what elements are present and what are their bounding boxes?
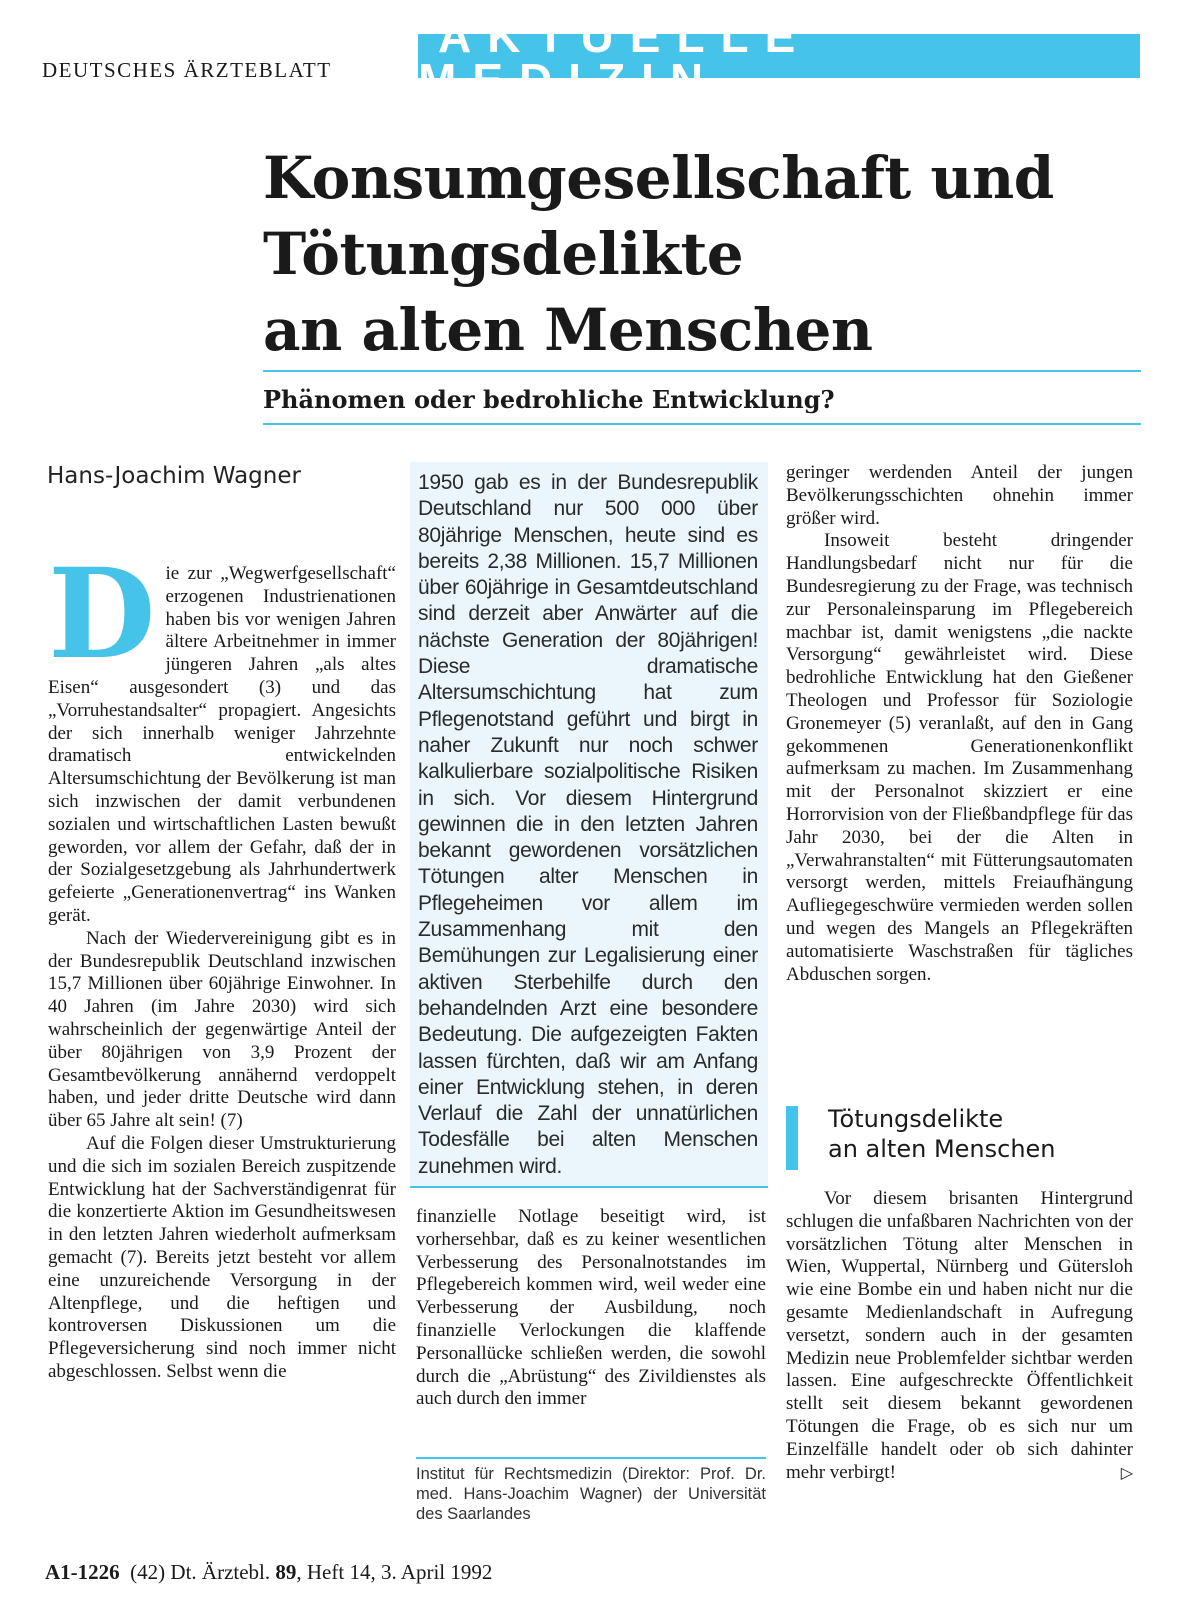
column-1 — [48, 542, 396, 1384]
citation-suffix: , Heft 14, 3. April 1992 — [296, 1560, 493, 1584]
article-title — [263, 140, 1143, 368]
subtitle-rule-top — [263, 370, 1141, 372]
paragraph: Auf die Folgen dieser Umstrukturierung und die sich im sozialen Bereich zuspitzende Entwicklung hat der Sachverständigenrat für die konzertierte Aktion im Gesundheitswesen in den letzten Jahren wiederholt aufmerksam gemacht (7). Bereits jetzt besteht vor allem eine unzureichende Versorgung in der Altenpflege, und die heftigen und kontroversen Diskussionen um die Pflegeversicherung sind noch immer nicht abgeschlossen. Selbst wenn die — [48, 1132, 396, 1382]
paragraph: ie zur „Wegwerfgesellschaft“ erzogenen Industrienationen haben bis vor wenigen Jahren ältere Arbeitnehmer in immer jüngeren Jahren „als altes Eisen“ ausgesondert (3) und das „Vorruhestandsalter“ propagiert. Angesichts der sich innerhalb weniger Jahrzehnte dramatisch entwickelnden Altersumschichtung der Bevölkerung ist man sich inzwischen der damit verbundenen sozialen und wirtschaftlichen Lasten bewußt geworden, vor allem der Gefahr, daß der in der Sozialgesetzgebung als Jahrhundertwerk gefeierte „Generationenvertrag“ ins Wanken gerät. — [48, 563, 396, 926]
paragraph: finanzielle Notlage beseitigt wird, ist vorhersehbar, daß es zu keiner wesentlichen Verbesserung des Personalnotstandes im Pflegebereich kommen wird, weil weder eine Verbesserung der Ausbildung, noch finanzielle Verlockungen die klaffende Personallücke schließen werden, die sowohl durch die „Abrüstung“ des Zivildienstes als auch durch den immer — [416, 1206, 766, 1410]
volume-number: 89 — [275, 1560, 297, 1584]
column-3-continued — [786, 1188, 1133, 1484]
paragraph — [786, 1188, 1133, 1484]
subhead-line: Tötungsdelikte — [828, 1105, 1004, 1133]
paragraph-text: Vor diesem brisanten Hintergrund schlugen die unfaßbaren Nachrichten von der vorsätzlichen Tötung alter Menschen in Wien, Wuppertal, Nürnberg und Gütersloh wie eine Bombe ein und haben nicht nur die gesamte Medienlandschaft in Aufregung versetzt, sondern auch in der gesamten Medizin neue Problemfelder sichtbar werden lassen. Eine aufgeschreckte Öffentlichkeit stellt seit diesem bekannt gewordenen Tötungen die Frage, ob es sich nur um Einzelfälle handelt oder ob sich dahinter mehr verbirgt! — [786, 1188, 1133, 1483]
column-3 — [786, 462, 1133, 986]
title-line: an alten Menschen — [263, 296, 873, 364]
section-subhead — [828, 1104, 1128, 1164]
paragraph: Nach der Wiedervereinigung gibt es in der Bundesrepublik Deutschland inzwischen 15,7 Millionen über 60jährige Einwohner. In 40 Jahren (im Jahre 2030) wird sich wahrscheinlich der gegenwärtige Anteil der über 80jährigen von 3,9 Prozent der Gesamtbevölkerung annähernd verdoppelt haben, und jeder dritte Deutsche wird dann über 65 Jahre alt sein! (7) — [48, 927, 396, 1132]
journal-name: DEUTSCHES ÄRZTEBLATT — [42, 58, 332, 82]
drop-cap: D — [48, 542, 156, 687]
column-2 — [416, 1206, 766, 1411]
subhead-accent-bar — [786, 1106, 798, 1170]
section-label: AKTUELLE MEDIZIN — [418, 10, 812, 106]
paragraph: Insoweit besteht dringender Handlungsbedarf nicht nur für die Bundesregierung zu der Frage, was technisch zur Personaleinsparung im Pflegebereich machbar ist, damit wenigstens „die nackte Versorgung“ gewährleistet wird. Diese bedrohliche Entwicklung hat den Gießener Theologen und Professor für Soziologie Gronemeyer (5) veranlaßt, auf den in Gang gekommenen Generationenkonflikt aufmerksam zu machen. Im Zusammenhang mit der Personalnot skizziert er eine Horrorvision von der Fließbandpflege für das Jahr 2030, bei der die Alten in „Verwahranstalten“ mit Fütterungsautomaten versorgt werden, mittels Freiaufhängung Aufliegegeschwüre vermieden werden sollen und wegen des Mangels an Pflegekräften automatisierte Waschstraßen für tägliches Abduschen sorgen. — [786, 530, 1133, 985]
summary-text: 1950 gab es in der Bundesrepublik Deutschland nur 500 000 über 80jährige Menschen, heute sind es bereits 2,38 Millionen. 15,7 Millionen über 60jährige in Gesamtdeutschland sind derzeit aber Anwärter auf die nächste Generation der 80jährigen! Diese dramatische Altersumschichtung hat zum Pflegenotstand geführt und birgt in naher Zukunft nur noch schwer kalkulierbare sozialpolitische Risiken in sich. Vor diesem Hintergrund gewinnen die in den letzten Jahren bekannt gewordenen vorsätzlichen Tötungen alter Menschen in Pflegeheimen vor allem im Zusammenhang mit den Bemühungen zur Legalisierung einer aktiven Sterbehilfe durch den behandelnden Arzt eine besondere Bedeutung. Die aufgezeigten Fakten lassen fürchten, daß wir am Anfang einer Entwicklung stehen, in deren Verlauf die Zahl der unnatürlichen Todesfälle bei alten Menschen zunehmen wird. — [418, 471, 758, 1178]
page-footer — [45, 1560, 492, 1585]
section-banner — [418, 10, 1140, 106]
paragraph: geringer werdenden Anteil der jungen Bevölkerungsschichten ohnehin immer größer wird. — [786, 462, 1133, 529]
affiliation-rule — [416, 1457, 766, 1459]
subhead-line: an alten Menschen — [828, 1135, 1056, 1163]
subtitle-rule-bottom — [263, 423, 1141, 425]
continue-arrow-icon: ▷ — [1120, 1462, 1133, 1482]
citation-prefix: (42) Dt. Ärztebl. — [130, 1560, 276, 1584]
author-affiliation: Institut für Rechtsmedizin (Direktor: Prof. Dr. med. Hans-Joachim Wagner) der Universität des Saarlandes — [416, 1465, 766, 1523]
title-line: Konsumgesellschaft und — [263, 144, 1054, 212]
page-number: A1-1226 — [45, 1560, 120, 1584]
article-subtitle: Phänomen oder bedrohliche Entwicklung? — [263, 385, 835, 414]
author-name: Hans-Joachim Wagner — [47, 463, 301, 489]
title-line: Tötungsdelikte — [263, 220, 744, 288]
summary-box — [410, 462, 768, 1188]
